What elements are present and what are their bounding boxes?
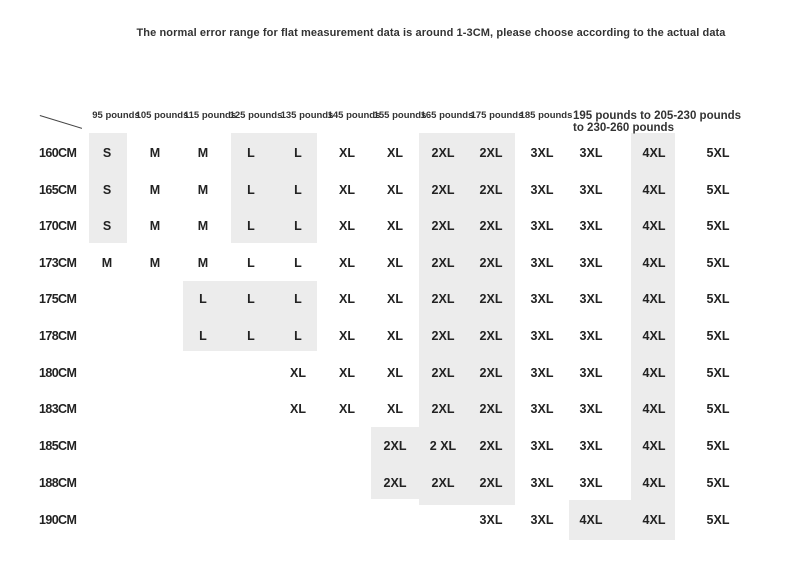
size-cell: XL (339, 366, 355, 380)
weight-header-last-line2: to 230-260 pounds (573, 122, 674, 134)
size-cell: 2XL (479, 366, 503, 380)
weight-header: 165 pounds (420, 110, 474, 121)
height-label: 170CM (39, 219, 77, 233)
size-cell: 2XL (479, 476, 503, 490)
size-cell: 4XL (642, 513, 666, 527)
size-cell: 2XL (479, 329, 503, 343)
size-cell: 3XL (530, 219, 554, 233)
height-label: 173CM (39, 256, 77, 270)
size-cell: XL (387, 183, 403, 197)
size-cell: 5XL (706, 146, 730, 160)
size-cell: 5XL (706, 256, 730, 270)
size-cell: L (247, 256, 255, 270)
size-cell: 4XL (642, 402, 666, 416)
size-cell: L (247, 146, 255, 160)
size-cell: 3XL (530, 329, 554, 343)
size-cell: XL (387, 219, 403, 233)
size-cell: 2XL (431, 402, 455, 416)
size-cell: 4XL (642, 219, 666, 233)
size-cell: 3XL (530, 439, 554, 453)
size-cell: M (197, 183, 209, 197)
size-cell: 2XL (431, 366, 455, 380)
height-label: 175CM (39, 292, 77, 306)
size-cell: 4XL (642, 329, 666, 343)
size-cell: 3XL (530, 513, 554, 527)
height-label: 183CM (39, 402, 77, 416)
size-cell: 5XL (706, 366, 730, 380)
size-cell: 2XL (431, 292, 455, 306)
size-cell: 4XL (642, 183, 666, 197)
size-cell: XL (387, 366, 403, 380)
size-cell: XL (290, 366, 306, 380)
weight-header-last-line1: 195 pounds to 205-230 pounds (573, 110, 742, 122)
size-cell: M (197, 146, 209, 160)
size-cell: XL (387, 402, 403, 416)
size-cell: 5XL (706, 439, 730, 453)
size-cell: S (102, 219, 112, 233)
size-cell: 2XL (479, 219, 503, 233)
size-cell: 3XL (530, 476, 554, 490)
size-cell: 3XL (530, 402, 554, 416)
height-label: 188CM (39, 476, 77, 490)
size-cell: M (149, 219, 161, 233)
size-cell: 5XL (706, 183, 730, 197)
height-label: 185CM (39, 439, 77, 453)
size-cell: 2XL (431, 256, 455, 270)
size-cell: L (294, 146, 302, 160)
size-cell: 5XL (706, 219, 730, 233)
size-cell: 4XL (642, 476, 666, 490)
size-cell: 3XL (579, 439, 603, 453)
size-cell: XL (387, 146, 403, 160)
size-cell: 3XL (579, 402, 603, 416)
size-cell: 3XL (579, 183, 603, 197)
size-cell: 2XL (431, 219, 455, 233)
height-label: 165CM (39, 183, 77, 197)
weight-header: 175 pounds (470, 110, 524, 121)
weight-header: 105 pounds (135, 110, 189, 121)
size-cell: 4XL (642, 256, 666, 270)
weight-header-last (573, 110, 741, 134)
size-cell: XL (387, 256, 403, 270)
height-label: 178CM (39, 329, 77, 343)
size-cell: 2XL (479, 146, 503, 160)
height-label: 160CM (39, 146, 77, 160)
size-cell: 2XL (479, 256, 503, 270)
size-cell: 3XL (579, 256, 603, 270)
shaded-region (231, 133, 317, 243)
size-cell: S (102, 146, 112, 160)
size-cell: 2XL (383, 439, 407, 453)
size-cell: 3XL (579, 219, 603, 233)
size-cell: 3XL (579, 292, 603, 306)
size-cell: M (149, 183, 161, 197)
weight-header: 145 pounds (327, 110, 381, 121)
size-cell: XL (387, 292, 403, 306)
height-label: 190CM (39, 513, 77, 527)
size-cell: 4XL (579, 513, 603, 527)
size-cell: 4XL (642, 439, 666, 453)
size-cell: M (101, 256, 113, 270)
size-cell: L (247, 183, 255, 197)
size-cell: L (294, 183, 302, 197)
size-cell: 5XL (706, 476, 730, 490)
size-cell: 4XL (642, 146, 666, 160)
size-cell: L (247, 219, 255, 233)
size-cell: 3XL (579, 329, 603, 343)
size-cell: L (199, 292, 207, 306)
size-cell: L (294, 329, 302, 343)
size-cell: S (102, 183, 112, 197)
size-cell: 3XL (579, 366, 603, 380)
size-cell: XL (339, 402, 355, 416)
weight-header: 135 pounds (280, 110, 334, 121)
measurement-note: The normal error range for flat measurement data is around 1-3CM, please choose according to the actual data (136, 27, 726, 39)
size-cell: M (149, 256, 161, 270)
size-cell: L (294, 292, 302, 306)
weight-header: 155 pounds (373, 110, 427, 121)
size-cell: 3XL (530, 366, 554, 380)
size-cell: XL (290, 402, 306, 416)
size-cell: 2 XL (429, 439, 457, 453)
size-cell: 2XL (479, 402, 503, 416)
height-label: 180CM (39, 366, 77, 380)
size-cell: M (197, 219, 209, 233)
size-cell: 3XL (530, 292, 554, 306)
weight-header: 125 pounds (229, 110, 283, 121)
size-cell: 2XL (431, 476, 455, 490)
size-cell: 3XL (579, 146, 603, 160)
size-cell: 3XL (530, 146, 554, 160)
size-cell: 2XL (431, 183, 455, 197)
weight-header: 115 pounds (183, 110, 237, 121)
size-cell: 2XL (479, 183, 503, 197)
size-cell: 5XL (706, 402, 730, 416)
size-cell: 4XL (642, 366, 666, 380)
size-cell: L (247, 329, 255, 343)
size-cell: 3XL (530, 183, 554, 197)
size-cell: 5XL (706, 292, 730, 306)
size-cell: 2XL (431, 329, 455, 343)
size-cell: 3XL (479, 513, 503, 527)
size-cell: M (149, 146, 161, 160)
size-cell: L (294, 219, 302, 233)
size-cell: L (294, 256, 302, 270)
size-cell: XL (339, 219, 355, 233)
size-cell: 5XL (706, 513, 730, 527)
weight-header: 95 pounds (92, 110, 140, 121)
size-cell: XL (339, 146, 355, 160)
size-cell: XL (339, 329, 355, 343)
size-cell: M (197, 256, 209, 270)
size-cell: 5XL (706, 329, 730, 343)
size-cell: L (199, 329, 207, 343)
size-cell: 3XL (530, 256, 554, 270)
size-cell: L (247, 292, 255, 306)
size-cell: XL (387, 329, 403, 343)
size-cell: XL (339, 256, 355, 270)
size-cell: 2XL (479, 439, 503, 453)
size-cell: 2XL (431, 146, 455, 160)
size-cell: XL (339, 292, 355, 306)
size-cell: XL (339, 183, 355, 197)
weight-header: 185 pounds (519, 110, 573, 121)
size-cell: 2XL (479, 292, 503, 306)
size-cell: 4XL (642, 292, 666, 306)
size-cell: 3XL (579, 476, 603, 490)
header-diagonal-line (40, 115, 82, 129)
size-cell: 2XL (383, 476, 407, 490)
